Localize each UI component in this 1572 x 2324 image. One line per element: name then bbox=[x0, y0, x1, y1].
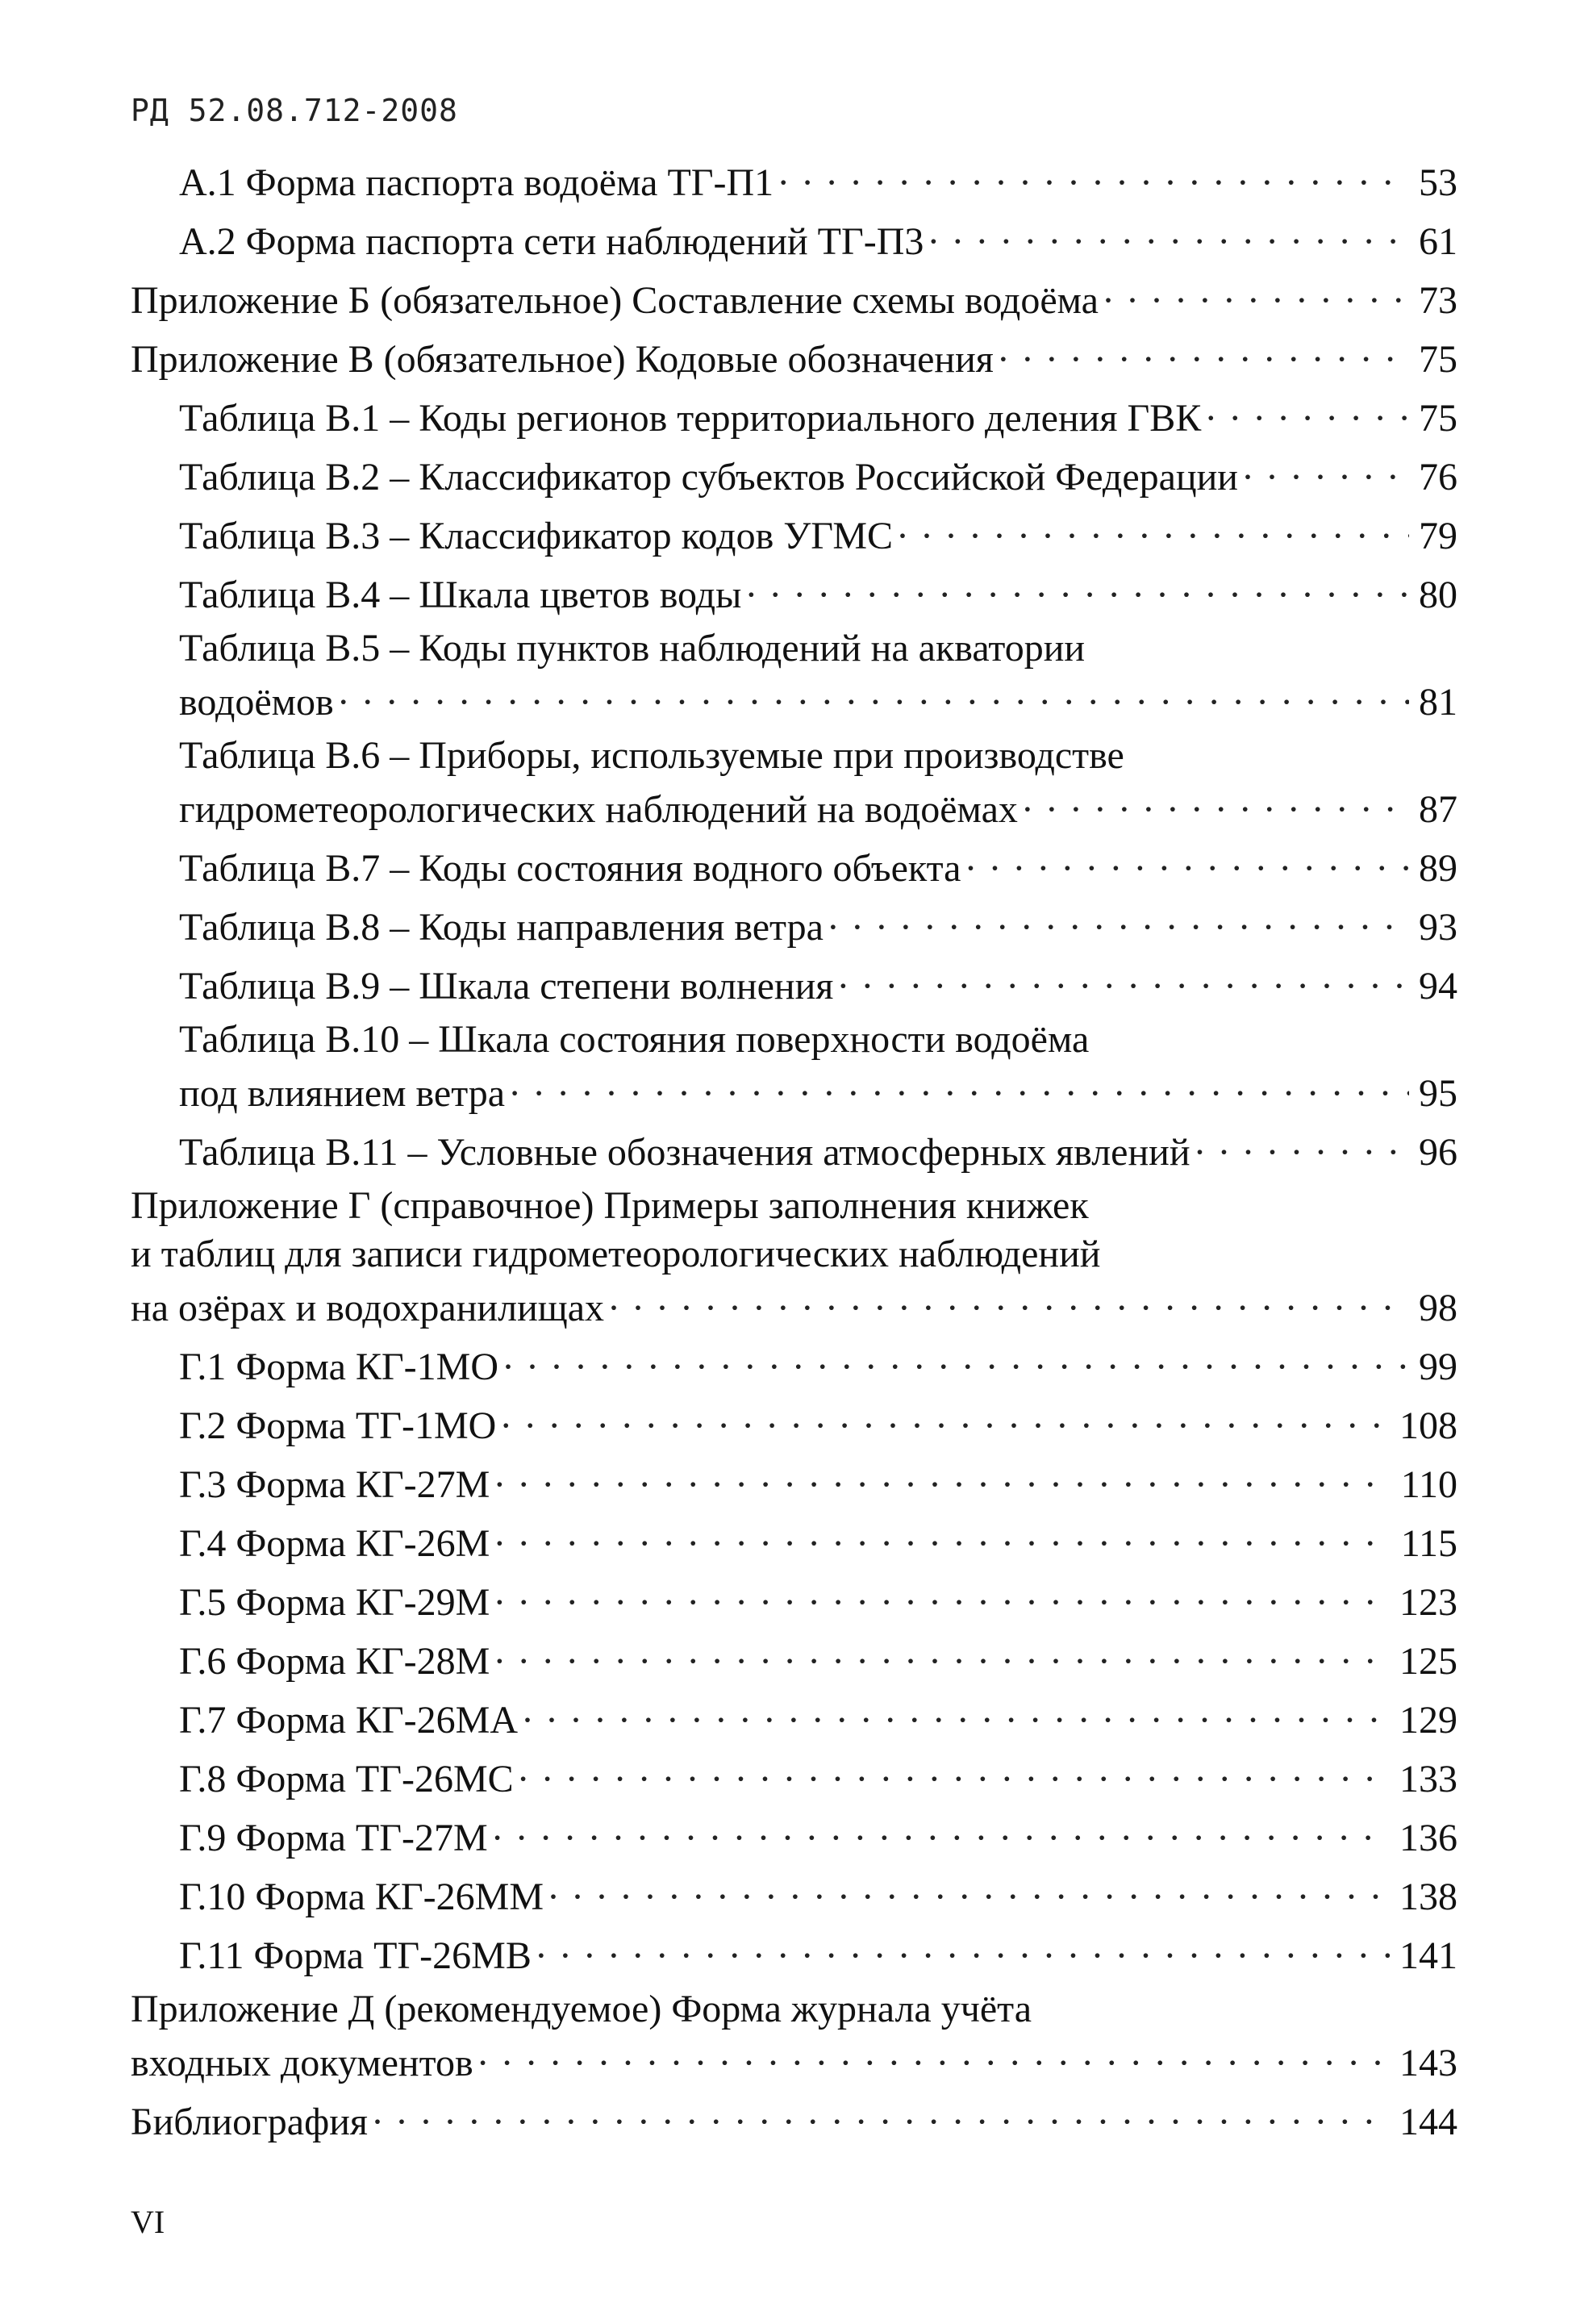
dot-leader bbox=[508, 1064, 1409, 1123]
toc-entry[interactable] bbox=[131, 732, 1457, 839]
dot-leader bbox=[1021, 780, 1409, 839]
toc-entry-title: Таблица В.6 – Приборы, используемые при производстве bbox=[179, 734, 1124, 777]
toc-entry-title: Таблица В.3 – Классификатор кодов УГМС bbox=[179, 515, 894, 557]
toc-entry-title: Г.10 Форма КГ-26ММ bbox=[179, 1875, 544, 1918]
toc-entry-page: 87 bbox=[1419, 788, 1457, 831]
dot-leader bbox=[964, 839, 1409, 898]
toc-entry-page: 73 bbox=[1419, 279, 1457, 322]
dot-leader bbox=[371, 2092, 1390, 2151]
toc-entry[interactable] bbox=[131, 1514, 1457, 1573]
dot-leader bbox=[997, 330, 1409, 389]
toc-entry-title: Г.7 Форма КГ-26МА bbox=[179, 1699, 518, 1742]
dot-leader bbox=[477, 2034, 1390, 2092]
table-of-contents bbox=[131, 153, 1457, 2151]
toc-entry-page: 75 bbox=[1419, 397, 1457, 440]
toc-entry-page: 61 bbox=[1419, 220, 1457, 263]
toc-entry[interactable] bbox=[131, 1867, 1457, 1926]
toc-entry-title: Г.3 Форма КГ-27М bbox=[179, 1463, 490, 1506]
dot-leader bbox=[1204, 389, 1409, 448]
toc-entry[interactable] bbox=[131, 212, 1457, 271]
toc-entry-title: под влиянием ветра bbox=[179, 1072, 506, 1115]
toc-entry-page: 93 bbox=[1419, 906, 1457, 949]
toc-entry[interactable] bbox=[131, 448, 1457, 507]
dot-leader bbox=[607, 1279, 1409, 1337]
toc-entry[interactable] bbox=[131, 957, 1457, 1016]
toc-entry-title: Таблица В.8 – Коды направления ветра bbox=[179, 906, 824, 949]
toc-entry-page: 115 bbox=[1400, 1522, 1457, 1565]
toc-entry-title: входных документов bbox=[131, 2042, 473, 2084]
toc-entry[interactable] bbox=[131, 1691, 1457, 1750]
toc-entry[interactable] bbox=[131, 1016, 1457, 1123]
toc-entry-page: 98 bbox=[1419, 1287, 1457, 1329]
dot-leader bbox=[547, 1867, 1390, 1926]
toc-entry-title: Таблица В.4 – Шкала цветов воды bbox=[179, 574, 742, 616]
dot-leader bbox=[337, 673, 1409, 732]
toc-entry[interactable] bbox=[131, 1182, 1457, 1337]
toc-entry-title: Г.5 Форма КГ-29М bbox=[179, 1581, 490, 1624]
toc-entry-title: Таблица В.9 – Шкала степени волнения bbox=[179, 965, 834, 1008]
toc-entry-page: 138 bbox=[1399, 1875, 1457, 1918]
toc-entry-page: 76 bbox=[1419, 456, 1457, 499]
toc-entry[interactable] bbox=[131, 2092, 1457, 2151]
toc-entry-title: Г.9 Форма ТГ-27М bbox=[179, 1817, 488, 1859]
toc-entry-title: Таблица В.7 – Коды состояния водного объекта bbox=[179, 847, 961, 890]
toc-entry-title: Приложение Г (справочное) Примеры заполнения книжек bbox=[131, 1184, 1089, 1227]
dot-leader bbox=[777, 153, 1409, 212]
dot-leader bbox=[827, 898, 1409, 957]
toc-entry[interactable] bbox=[131, 1573, 1457, 1632]
toc-entry-page: 110 bbox=[1400, 1463, 1457, 1506]
toc-entry[interactable] bbox=[131, 1750, 1457, 1809]
toc-entry[interactable] bbox=[131, 330, 1457, 389]
toc-entry-title: гидрометеорологических наблюдений на водоёмах bbox=[179, 788, 1018, 831]
toc-entry[interactable] bbox=[131, 1632, 1457, 1691]
dot-leader bbox=[896, 507, 1409, 565]
toc-entry[interactable] bbox=[131, 153, 1457, 212]
toc-entry-title: и таблиц для записи гидрометеорологических наблюдений bbox=[131, 1233, 1101, 1275]
toc-entry-title: Приложение Д (рекомендуемое) Форма журнала учёта bbox=[131, 1988, 1032, 2030]
dot-leader bbox=[1102, 271, 1409, 330]
toc-entry[interactable] bbox=[131, 1455, 1457, 1514]
document-code-header: РД 52.08.712-2008 bbox=[131, 93, 458, 128]
dot-leader bbox=[493, 1514, 1391, 1573]
toc-entry[interactable] bbox=[131, 1926, 1457, 1985]
toc-entry-page: 96 bbox=[1419, 1131, 1457, 1174]
toc-entry-title: Приложение В (обязательное) Кодовые обозначения bbox=[131, 338, 994, 381]
toc-entry-page: 144 bbox=[1399, 2101, 1457, 2143]
toc-entry-page: 125 bbox=[1399, 1640, 1457, 1683]
toc-entry-title: А.1 Форма паспорта водоёма ТГ-П1 bbox=[179, 161, 774, 204]
toc-entry-page: 136 bbox=[1399, 1817, 1457, 1859]
toc-entry-page: 79 bbox=[1419, 515, 1457, 557]
toc-entry-page: 141 bbox=[1399, 1934, 1457, 1977]
dot-leader bbox=[493, 1573, 1390, 1632]
toc-entry[interactable] bbox=[131, 898, 1457, 957]
toc-entry[interactable] bbox=[131, 271, 1457, 330]
toc-entry-page: 123 bbox=[1399, 1581, 1457, 1624]
toc-entry-title: Г.4 Форма КГ-26М bbox=[179, 1522, 490, 1565]
dot-leader bbox=[493, 1455, 1391, 1514]
toc-entry-page: 81 bbox=[1419, 681, 1457, 724]
toc-entry-title: Г.11 Форма ТГ-26МВ bbox=[179, 1934, 532, 1977]
toc-entry[interactable] bbox=[131, 1337, 1457, 1396]
toc-entry[interactable] bbox=[131, 1809, 1457, 1867]
toc-entry-title: Г.1 Форма КГ-1МО bbox=[179, 1346, 498, 1388]
toc-entry-page: 53 bbox=[1419, 161, 1457, 204]
toc-entry-page: 99 bbox=[1419, 1346, 1457, 1388]
toc-entry-title: Таблица В.10 – Шкала состояния поверхности водоёма bbox=[179, 1018, 1090, 1061]
toc-entry-title: на озёрах и водохранилищах bbox=[131, 1287, 605, 1329]
dot-leader bbox=[499, 1396, 1390, 1455]
toc-entry-title: Приложение Б (обязательное) Составление схемы водоёма bbox=[131, 279, 1099, 322]
toc-entry-page: 143 bbox=[1399, 2042, 1457, 2084]
toc-entry-page: 75 bbox=[1419, 338, 1457, 381]
toc-entry[interactable] bbox=[131, 389, 1457, 448]
toc-entry[interactable] bbox=[131, 1123, 1457, 1182]
page-number: VI bbox=[131, 2204, 165, 2240]
toc-entry-title: Г.8 Форма ТГ-26МС bbox=[179, 1758, 514, 1800]
dot-leader bbox=[535, 1926, 1390, 1985]
toc-entry[interactable] bbox=[131, 839, 1457, 898]
toc-entry-page: 94 bbox=[1419, 965, 1457, 1008]
toc-entry[interactable] bbox=[131, 565, 1457, 624]
toc-entry[interactable] bbox=[131, 624, 1457, 732]
toc-entry-page: 95 bbox=[1419, 1072, 1457, 1115]
dot-leader bbox=[1241, 448, 1409, 507]
toc-entry-title: Таблица В.5 – Коды пунктов наблюдений на акватории bbox=[179, 627, 1086, 670]
toc-entry[interactable] bbox=[131, 1396, 1457, 1455]
toc-entry-title: водоёмов bbox=[179, 681, 334, 724]
toc-entry[interactable] bbox=[131, 1985, 1457, 2092]
toc-entry[interactable] bbox=[131, 507, 1457, 565]
dot-leader bbox=[744, 565, 1409, 624]
toc-entry-title: Таблица В.1 – Коды регионов территориального деления ГВК bbox=[179, 397, 1202, 440]
toc-entry-title: Г.2 Форма ТГ-1МО bbox=[179, 1404, 497, 1447]
toc-entry-title: Таблица В.11 – Условные обозначения атмосферных явлений bbox=[179, 1131, 1190, 1174]
dot-leader bbox=[517, 1750, 1390, 1809]
toc-entry-title: Таблица В.2 – Классификатор субъектов Российской Федерации bbox=[179, 456, 1238, 499]
dot-leader bbox=[502, 1337, 1409, 1396]
dot-leader bbox=[493, 1632, 1390, 1691]
dot-leader bbox=[836, 957, 1409, 1016]
dot-leader bbox=[927, 212, 1409, 271]
toc-entry-title: А.2 Форма паспорта сети наблюдений ТГ-П3 bbox=[179, 220, 924, 263]
dot-leader bbox=[491, 1809, 1390, 1867]
toc-entry-page: 133 bbox=[1399, 1758, 1457, 1800]
toc-entry-page: 129 bbox=[1399, 1699, 1457, 1742]
dot-leader bbox=[521, 1691, 1390, 1750]
toc-entry-page: 108 bbox=[1399, 1404, 1457, 1447]
toc-entry-title: Г.6 Форма КГ-28М bbox=[179, 1640, 490, 1683]
toc-entry-page: 80 bbox=[1419, 574, 1457, 616]
toc-entry-title: Библиография bbox=[131, 2101, 368, 2143]
toc-entry-page: 89 bbox=[1419, 847, 1457, 890]
dot-leader bbox=[1194, 1123, 1409, 1182]
